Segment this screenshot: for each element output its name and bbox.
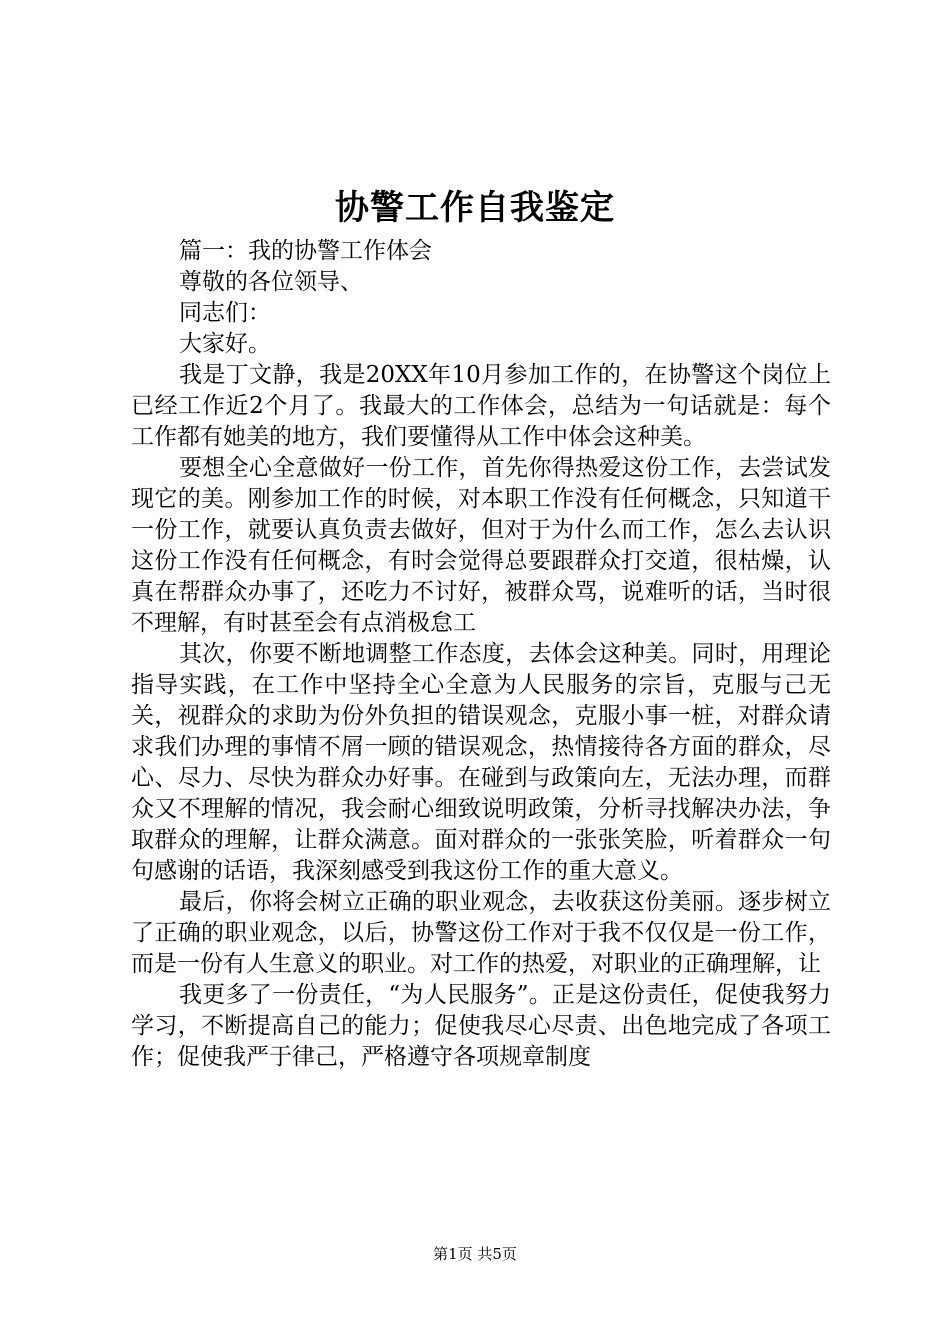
paragraph-first: 要想全心全意做好一份工作，首先你得热爱这份工作，去尝试发现它的美。刚参加工作的时候，对本职工作没有任何概念，只知道干一份工作，就要认真负责去做好，但对于为什么而工作，怎么去认识这份工作没有任何概念，有时会觉得总要跟群众打交道，很枯燥，认真在帮群众办事了，还吃力不讨好，被群众骂，说难听的话，当时很不理解，有时甚至会有点消极怠工 <box>131 455 831 636</box>
paragraph-third: 最后，你将会树立正确的职业观念，去收获这份美丽。逐步树立了正确的职业观念，以后，协警这份工作对于我不仅仅是一份工作，而是一份有人生意义的职业。对工作的热爱，对职业的正确理解，让 <box>131 889 831 977</box>
paragraph-salutation: 尊敬的各位领导、 <box>179 269 363 295</box>
paragraph-intro: 我是丁文静，我是20XX年10月参加工作的，在协警这个岗位上已经工作近2个月了。我最大的工作体会，总结为一句话就是：每个工作都有她美的地方，我们要懂得从工作中体会这种美。 <box>131 362 831 450</box>
paragraph-second: 其次，你要不断地调整工作态度，去体会这种美。同时，用理论指导实践，在工作中坚持全心全意为人民服务的宗旨，克服与己无关，视群众的求助为份外负担的错误观念，克服小事一桩，对群众请求我们办理的事情不屑一顾的错误观念，热情接待各方面的群众，尽心、尽力、尽快为群众办好事。在碰到与政策向左，无法办理，而群众又不理解的情况，我会耐心细致说明政策，分析寻找解决办法，争取群众的理解，让群众满意。面对群众的一张张笑脸，听着群众一句句感谢的话语，我深刻感受到我这份工作的重大意义。 <box>131 641 831 884</box>
paragraph-heading: 篇一：我的协警工作体会 <box>179 238 432 264</box>
document-title: 协警工作自我鉴定 <box>335 188 615 228</box>
paragraph-salutation-2: 同志们： <box>179 300 271 326</box>
paragraph-greeting: 大家好。 <box>179 331 271 357</box>
paragraph-fourth: 我更多了一份责任，“为人民服务”。正是这份责任，促使我努力学习，不断提高自己的能力；促使我尽心尽责、出色地完成了各项工作；促使我严于律己，严格遵守各项规章制度 <box>131 982 831 1070</box>
document-body <box>131 236 831 1073</box>
page-number: 第1页 共5页 <box>433 1245 517 1263</box>
